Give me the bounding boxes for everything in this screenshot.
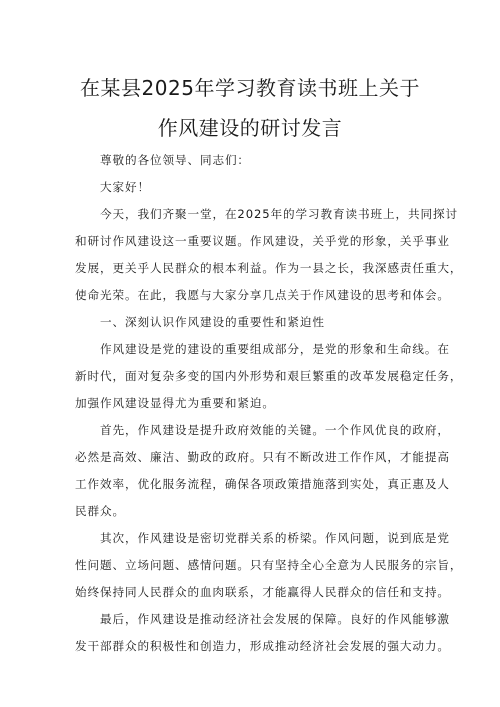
- paragraph-line: 和研讨作风建设这一重要议题。作风建设，关乎党的形象，关乎事业: [75, 234, 450, 248]
- paragraph-line: 性问题、立场问题、感情问题。只有坚持全心全意为人民服务的宗旨，: [75, 558, 463, 572]
- paragraph-line: 民群众。: [75, 504, 125, 518]
- salutation: 尊敬的各位领导、同志们：: [100, 153, 250, 167]
- paragraph-line: 最后，作风建设是推动经济社会发展的保障。良好的作风能够激: [100, 612, 450, 626]
- paragraph-line: 使命光荣。在此，我愿与大家分享几点关于作风建设的思考和体会。: [75, 288, 450, 302]
- paragraph-line: 新时代，面对复杂多变的国内外形势和艰巨繁重的改革发展稳定任务，: [75, 369, 463, 383]
- section-heading: 一、深刻认识作风建设的重要性和紧迫性: [100, 315, 325, 329]
- paragraph-line: 今天，我们齐聚一堂，在2025年的学习教育读书班上，共同探讨: [100, 207, 458, 221]
- paragraph-line: 工作效率，优化服务流程，确保各项政策措施落到实处，真正惠及人: [75, 477, 450, 491]
- paragraph-line: 始终保持同人民群众的血肉联系，才能赢得人民群众的信任和支持。: [75, 585, 450, 599]
- paragraph-line: 加强作风建设显得尤为重要和紧迫。: [75, 396, 275, 410]
- paragraph-line: 必然是高效、廉洁、勤政的政府。只有不断改进工作作风，才能提高: [75, 450, 450, 464]
- paragraph-line: 其次，作风建设是密切党群关系的桥梁。作风问题，说到底是党: [100, 531, 450, 545]
- paragraph-line: 首先，作风建设是提升政府效能的关键。一个作风优良的政府，: [100, 423, 450, 437]
- title-line-1: 在某县2025年学习教育读书班上关于: [80, 76, 420, 100]
- greeting: 大家好！: [100, 180, 150, 194]
- title-line-2: 作风建设的研讨发言: [157, 116, 343, 140]
- paragraph-line: 作风建设是党的建设的重要组成部分，是党的形象和生命线。在: [100, 342, 450, 356]
- paragraph-line: 发展，更关乎人民群众的根本利益。作为一县之长，我深感责任重大，: [75, 261, 463, 275]
- paragraph-line: 发干部群众的积极性和创造力，形成推动经济社会发展的强大动力。: [75, 639, 450, 653]
